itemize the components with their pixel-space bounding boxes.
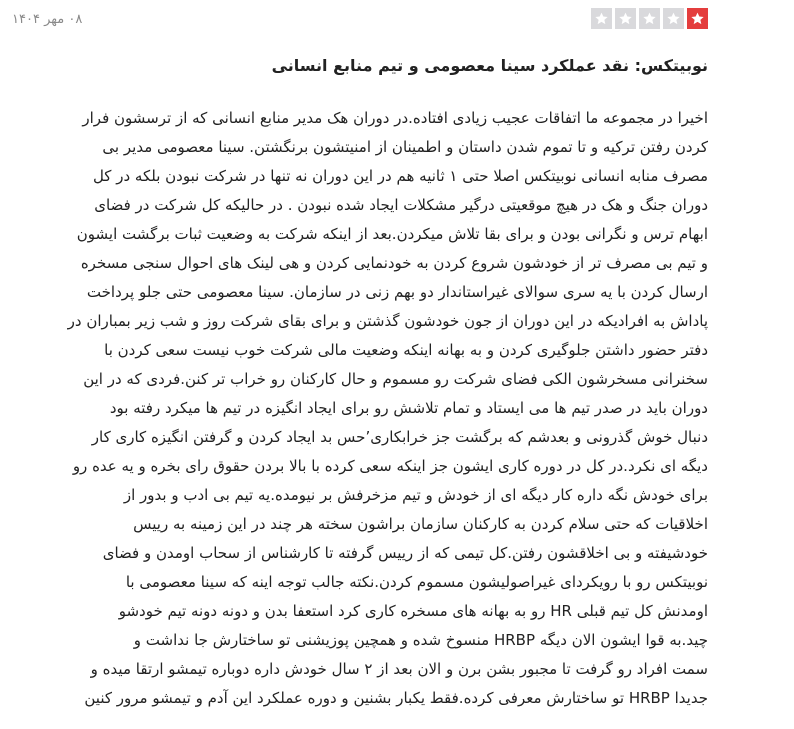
review-body-line: دوران جنگ و هک در هیچ موقعیتی درگیر مشکلات ایجاد شده نبودن . در حالیکه کل شرکت در فضای [94, 196, 708, 214]
review-body-line: دوران باید در صدر تیم ها می ایستاد و تمام تلاشش رو برای ایجاد انگیزه در تیم ها میکرد رفته بود [109, 399, 708, 417]
review-body-line: پاداش به افرادیکه در این دوران از جون خودشون گذشتن و برای بقای شرکت روز و شب زیر بمباران در [67, 312, 708, 330]
review-body-line: نوبیتکس رو با رویکردای غیراصولیشون مسموم کردن.نکته جالب توجه اینه که سینا معصومی با [125, 573, 708, 591]
review-body-line: اخیرا در مجموعه ما اتفاقات عجیب زیادی افتاده.در دوران هک مدیر منابع انسانی که از ترسشون فرار [82, 109, 708, 127]
review-body-line: سمت افراد رو گرفت تا مجبور بشن برن و الان بعد از ۲ سال خودش داره دوباره تیمشو ارتقا میده و [90, 660, 708, 678]
star-rating [591, 8, 708, 29]
star-icon [591, 8, 612, 29]
review-body-line: کردن رفتن ترکیه و تا تموم شدن داستان و اطمینان از امنیتشون برنگشتن. سینا معصومی مدیر بی [102, 138, 708, 156]
review-body-line: و تیم بی مصرف تر از خودشون شروع کردن به خودنمایی کردن و هی لینک های احوال سنجی مسخره [80, 254, 708, 272]
star-icon [639, 8, 660, 29]
review-header [12, 8, 708, 36]
review-body-line: ارسال کردن با یه سری سوالای غیراستاندار دو بهم زنی در سازمان. سینا معصومی حتی جلو پرداخت [86, 283, 708, 301]
review-body-line: خودشیفته و بی اخلاقشون رفتن.کل تیمی که از رییس گرفته تا کارشناس از سحاب اومدن و فضای [102, 544, 708, 562]
review-body-line: ابهام ترس و نگرانی بودن و برای بقا تلاش میکردن.بعد از اینکه شرکت به وضعیت ثبات برگشت ایشون [76, 225, 708, 243]
review-body-line: دنبال خوش گذرونی و بعدشم که برگشت جز خرابکاری٬حس بد ایجاد کردن و گرفتن انگیزه کاری کار [91, 428, 708, 446]
review-body-line: برای خودش نگه داره کار دیگه ای از خودش و تیم مزخرفش بر نیومده.یه تیم بی ادب و بدور از [123, 486, 708, 504]
review-body-line: دیگه ای نکرد.در کل در دوره کاری ایشون جز اینکه سعی کرده با بالا بردن حقوق رای بخره و یه عده رو [72, 457, 708, 475]
review-body-line: جدیدا HRBP تو ساختارش معرفی کرده.فقط یکبار بشنین و دوره عملکرد این آدم و تیمشو مرور کنین [84, 689, 708, 707]
review-body-line: دفتر حضور داشتن جلوگیری کردن و به بهانه اینکه وضعیت مالی شرکت خوب نیست سعی کردن با [104, 341, 708, 359]
review-body [67, 104, 708, 713]
review-body-line: سخنرانی مسخرشون الکی فضای شرکت رو مسموم و حال کارکنان رو خراب تر کنن.فردی که در این [83, 370, 708, 388]
review-title: نوبیتکس: نقد عملکرد سینا معصومی و تیم منابع انسانی [271, 56, 708, 75]
review-date: ۰۸ مهر ۱۴۰۴ [12, 12, 83, 27]
review-body-line: مصرف منابه انسانی نوبیتکس اصلا حتی ۱ ثانیه هم در این دوران نه تنها در شرکت نبودن بلکه در کل [92, 167, 708, 185]
star-icon [687, 8, 708, 29]
review-body-line: اومدنش کل تیم قبلی HR رو به بهانه های مسخره کاری کرد استعفا بدن و دونه دونه تیم خودشو [118, 602, 708, 620]
star-icon [663, 8, 684, 29]
review-body-line: چید.به قوا ایشون الان دیگه HRBP منسوخ شده و همچین پوزیشنی تو ساختارش جا نداشت و [133, 631, 708, 649]
star-icon [615, 8, 636, 29]
review-body-line: اخلاقیات که حتی سلام کردن به کارکنان سازمان براشون سخته هر چند در این زمینه به رییس [133, 515, 708, 533]
